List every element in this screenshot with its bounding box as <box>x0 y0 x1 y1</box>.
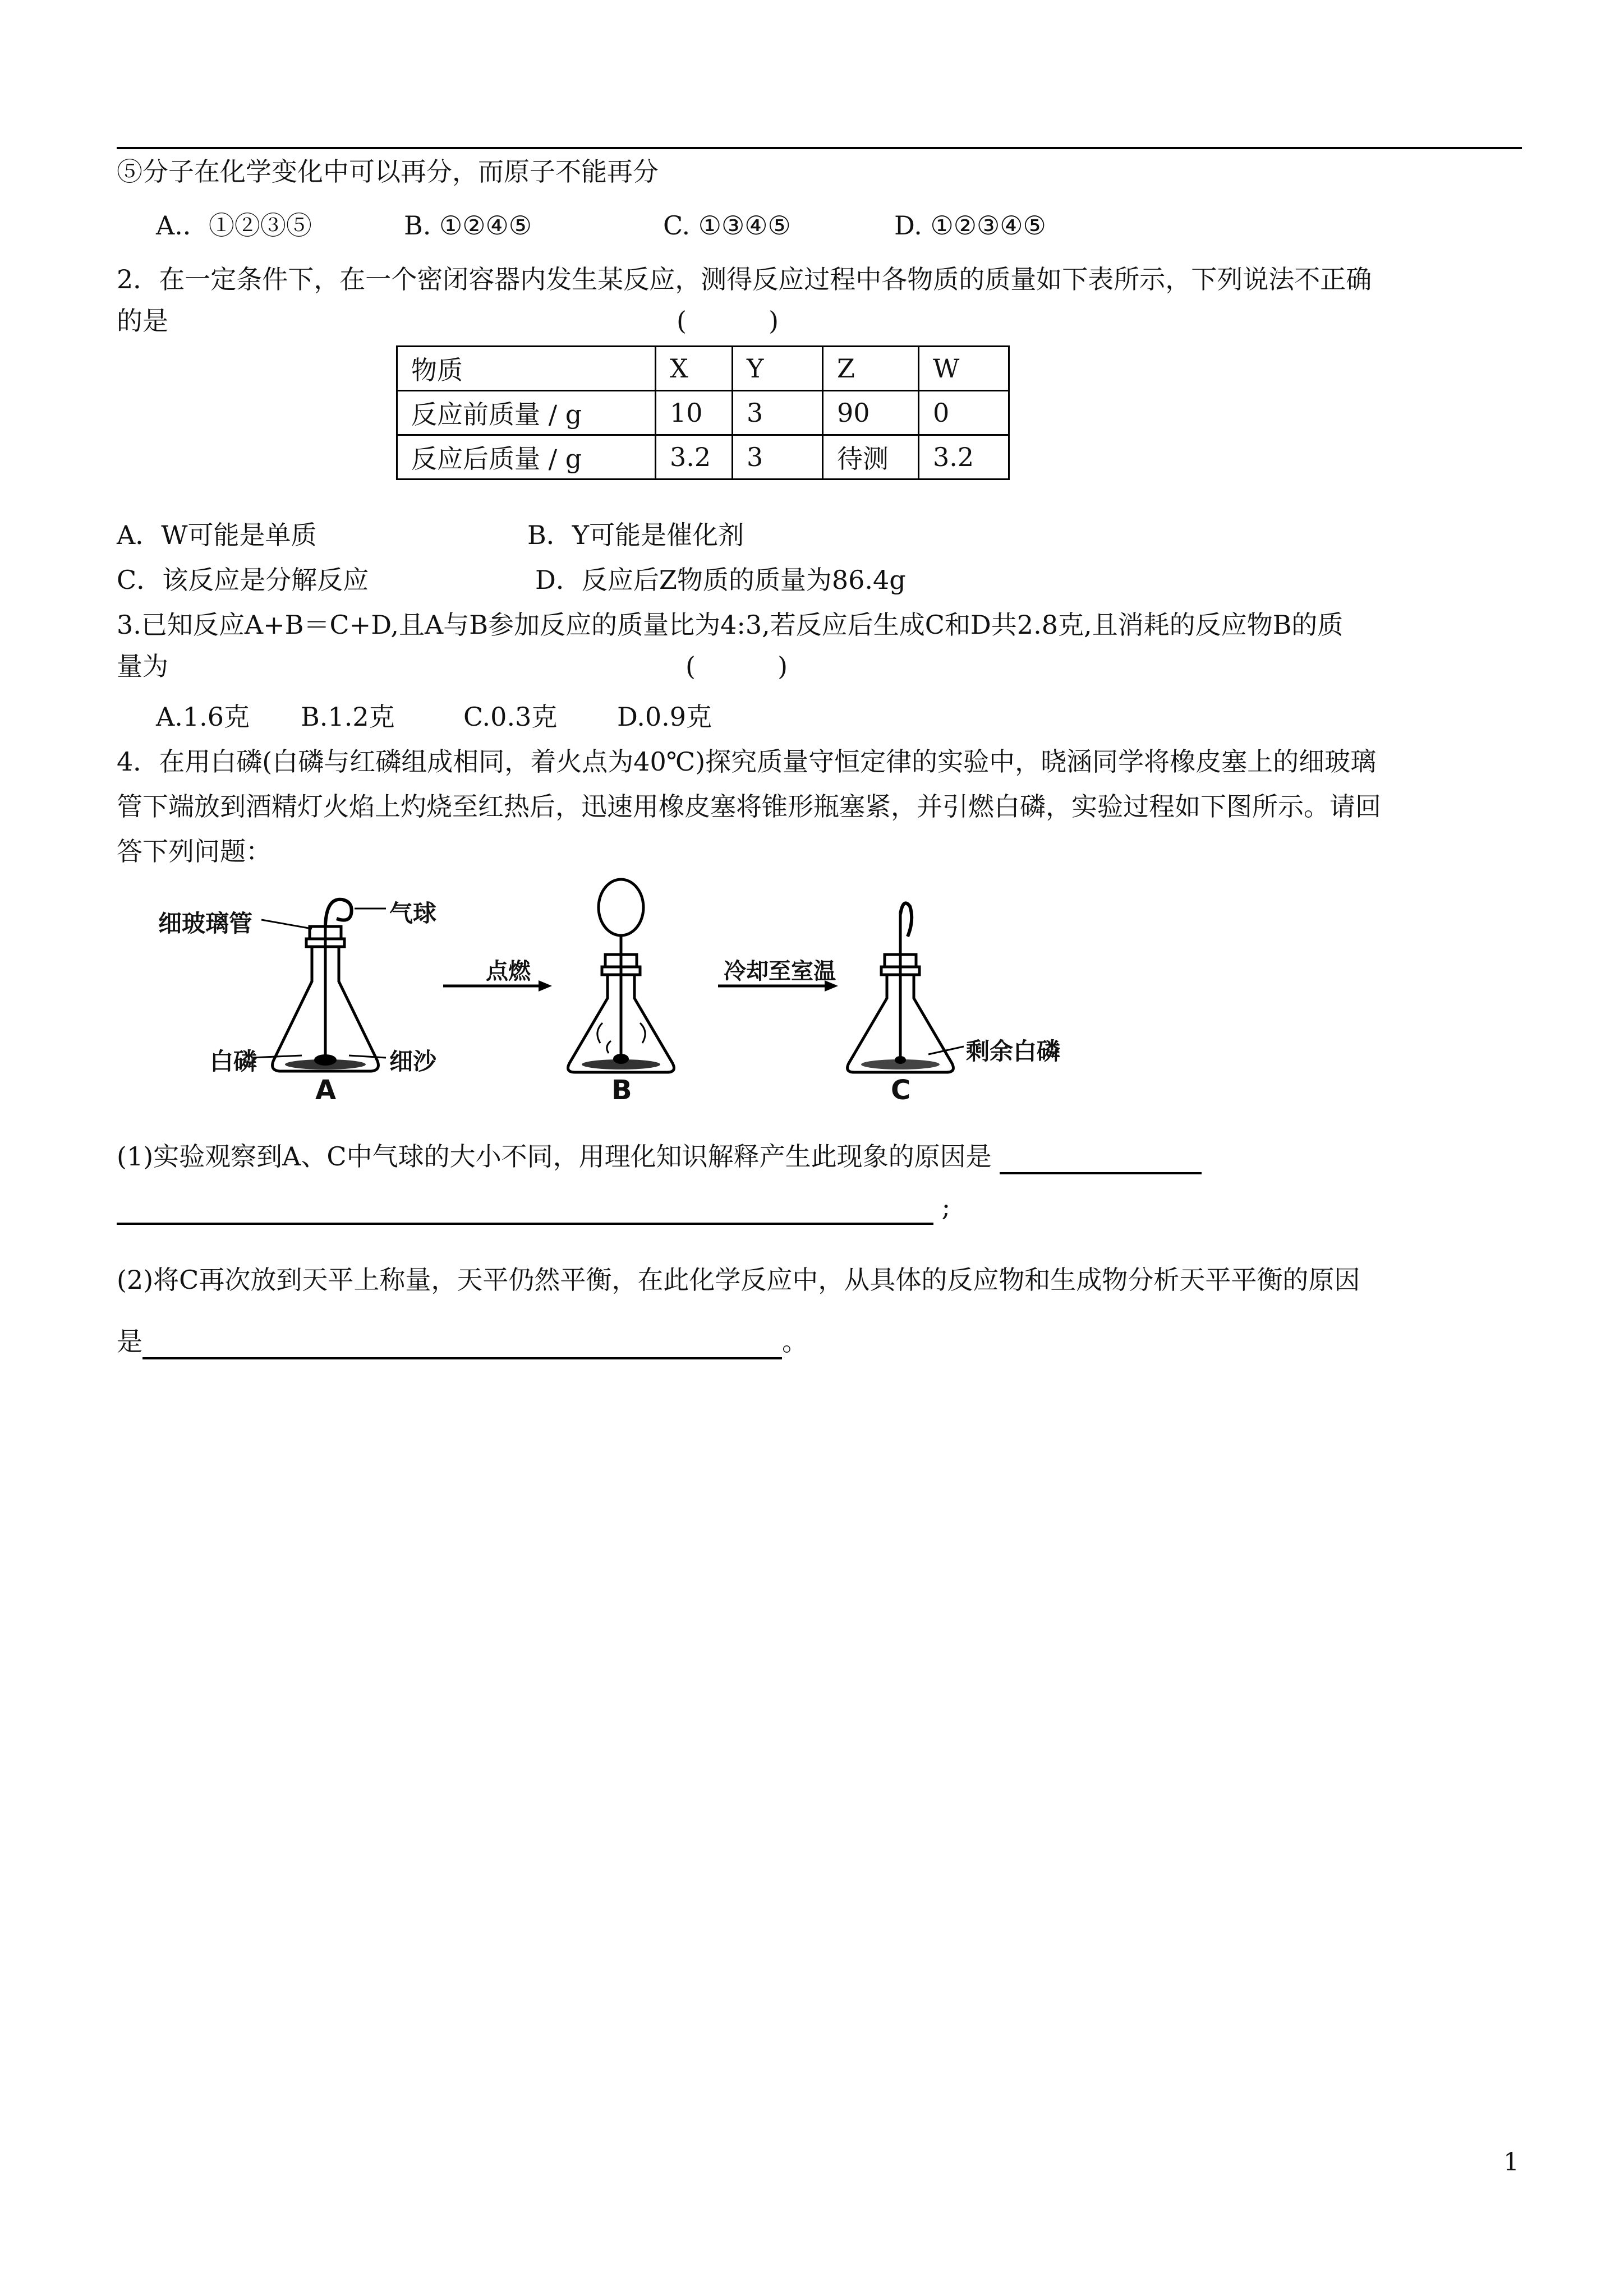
label-glass-tube: 细玻璃管 <box>158 910 253 937</box>
q4-stem-line2: 管下端放到酒精灯火焰上灼烧至红热后，迅速用橡皮塞将锥形瓶塞紧，并引燃白磷，实验过程如下图所示。请回 <box>117 791 1381 822</box>
table-header-row <box>397 347 1009 391</box>
q3-stem-line2: 量为 <box>117 651 168 681</box>
q1-option-c: C. ①③④⑤ <box>663 210 791 241</box>
q1-option-a: A.．①②③⑤ <box>156 210 312 241</box>
q2-option-b: B．Y可能是催化剂 <box>527 520 744 550</box>
label-fine-sand: 细沙 <box>389 1048 437 1075</box>
q1-option-b: B. ①②④⑤ <box>404 210 532 241</box>
table-cell: 3.2 <box>656 435 733 480</box>
table-cell: 3 <box>733 391 823 435</box>
q3-option-d: D.0.9克 <box>617 702 712 732</box>
q1-option-d: D. ①②③④⑤ <box>894 210 1046 241</box>
q4-sub1-continuation <box>117 1189 950 1225</box>
q2-option-d: D．反应后Z物质的质量为86.4g <box>535 565 906 595</box>
answer-blank-2[interactable] <box>142 1330 782 1359</box>
q4-sub1-end: ; <box>941 1192 951 1222</box>
q1-statement-5: ⑤分子在化学变化中可以再分，而原子不能再分 <box>117 156 659 187</box>
answer-blank-1b[interactable] <box>117 1196 933 1225</box>
q2-answer-paren: ( ) <box>677 306 779 336</box>
table-cell: 待测 <box>823 435 919 480</box>
table-cell: 90 <box>823 391 919 435</box>
q2-stem-line2: 的是 <box>117 306 168 336</box>
table-cell: 反应后质量 / g <box>397 435 656 480</box>
q4-sub2-line2 <box>117 1324 808 1359</box>
label-remaining-phosphorus: 剩余白磷 <box>966 1038 1061 1065</box>
label-cool: 冷却至室温 <box>724 958 836 984</box>
q4-sub2-prefix: 是 <box>117 1326 142 1357</box>
q4-sub2-line1: (2)将C再次放到天平上称量，天平仍然平衡，在此化学反应中，从具体的反应物和生成物分析天平平衡的原因 <box>117 1265 1360 1295</box>
q3-option-b: B.1.2克 <box>301 702 395 732</box>
table-cell: 物质 <box>397 347 656 391</box>
flask-b <box>568 879 674 1072</box>
flask-letter-c: C <box>891 1075 911 1106</box>
table-cell: 3.2 <box>919 435 1009 480</box>
q3-answer-paren: ( ) <box>686 651 788 681</box>
table-cell: 0 <box>919 391 1009 435</box>
table-cell: 3 <box>733 435 823 480</box>
flask-c <box>848 903 954 1072</box>
q2-stem-line1: 2．在一定条件下，在一个密闭容器内发生某反应，测得反应过程中各物质的质量如下表所示，下列说法不正确 <box>117 264 1372 294</box>
table-cell: Z <box>823 347 919 391</box>
flask-letter-b: B <box>611 1075 632 1106</box>
table-cell: W <box>919 347 1009 391</box>
table-cell: 反应前质量 / g <box>397 391 656 435</box>
q3-option-a: A.1.6克 <box>156 702 250 732</box>
flask-letter-a: A <box>315 1075 337 1106</box>
table-row <box>397 435 1009 480</box>
q4-sub1-text <box>117 1138 1202 1174</box>
q3-option-c: C.0.3克 <box>463 702 558 732</box>
page-number: 1 <box>1503 2148 1519 2177</box>
table-cell: X <box>656 347 733 391</box>
q3-stem-line1: 3.已知反应A+B＝C+D,且A与B参加反应的质量比为4:3,若反应后生成C和D共2.8克,且消耗的反应物B的质 <box>117 610 1344 640</box>
label-balloon: 气球 <box>389 900 437 927</box>
q4-stem-line1: 4．在用白磷(白磷与红磷组成相同，着火点为40℃)探究质量守恒定律的实验中，晓涵同学将橡皮塞上的细玻璃 <box>117 746 1377 777</box>
header-rule <box>117 147 1522 149</box>
mass-table <box>396 345 1010 480</box>
table-cell: Y <box>733 347 823 391</box>
label-ignite: 点燃 <box>486 958 531 984</box>
label-white-phosphorus: 白磷 <box>210 1048 257 1075</box>
q4-sub1-prompt: (1)实验观察到A、C中气球的大小不同，用理化知识解释产生此现象的原因是 <box>117 1141 992 1172</box>
q4-sub2-end: 。 <box>782 1326 808 1357</box>
table-cell: 10 <box>656 391 733 435</box>
q2-option-a: A．W可能是单质 <box>117 520 317 550</box>
q4-stem-line3: 答下列问题： <box>117 836 272 866</box>
q2-option-c: C．该反应是分解反应 <box>117 565 369 595</box>
answer-blank-1a[interactable] <box>1000 1145 1202 1174</box>
table-row <box>397 391 1009 435</box>
